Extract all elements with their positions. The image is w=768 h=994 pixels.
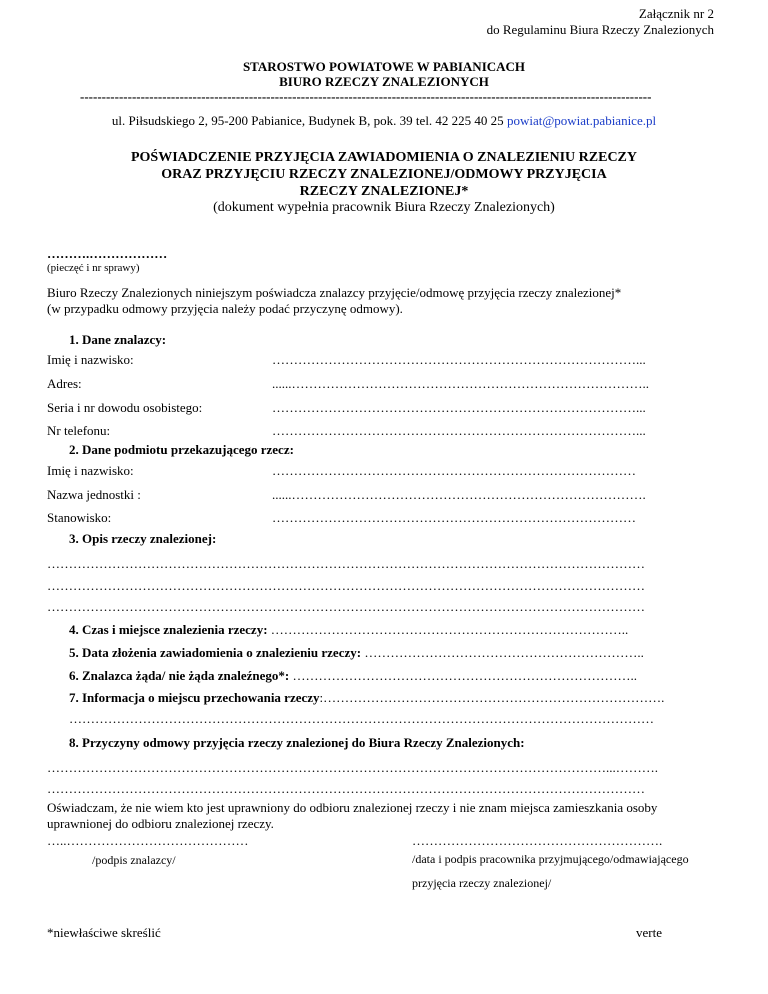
field-storage-info-line-2[interactable]: ………………………………………………………………………………………………………………………: [69, 711, 654, 726]
field-address[interactable]: ......………………………………………………………………………..: [272, 376, 649, 391]
employee-signature-label-line-1: /data i podpis pracownika przyjmującego/odmawiającego: [412, 852, 689, 866]
refusal-reason-line-2[interactable]: …………………………………………………………………………………………………………………………: [47, 781, 645, 796]
field-position[interactable]: …………………………………………………………………………: [272, 510, 636, 525]
field-label-entity-name: Nazwa jednostki :: [47, 487, 141, 502]
item-description-line-2[interactable]: …………………………………………………………………………………………………………………………: [47, 578, 645, 593]
org-name-line-1: STAROSTWO POWIATOWE W PABIANICACH: [242, 59, 526, 74]
field-entity-name[interactable]: ......……………………………………………………………………….: [272, 487, 646, 502]
declaration-line-2: uprawnionej do odbioru znalezionej rzeczy.: [47, 816, 274, 831]
employee-signature-field[interactable]: ………………………………………………….: [412, 833, 663, 848]
attachment-note: [487, 6, 714, 38]
attachment-line-2: do Regulaminu Biura Rzeczy Znalezionych: [486, 22, 714, 37]
stamp-dots: ……….………………: [47, 246, 168, 261]
item-description-line-1[interactable]: …………………………………………………………………………………………………………………………: [47, 556, 645, 571]
header-separator: ------------------------------------------------------------------------------------------------------------------------------------: [80, 89, 652, 104]
field-id-number[interactable]: …………………………………………………………………………...: [272, 400, 646, 415]
field-entity-person[interactable]: …………………………………………………………………………: [272, 463, 636, 478]
address-text: ul. Piłsudskiego 2, 95-200 Pabianice, Budynek B, pok. 39 tel. 42 225 40 25: [111, 113, 507, 128]
email-link[interactable]: powiat@powiat.pabianice.pl: [506, 113, 657, 128]
field-time-place[interactable]: ………………………………………………………………………..: [270, 622, 629, 637]
document-title-line-3: RZECZY ZNALEZIONEJ*: [299, 184, 469, 199]
section-4-row: [69, 622, 712, 638]
section-3-heading: 3. Opis rzeczy znalezionej:: [69, 531, 217, 546]
document-subtitle: (dokument wypełnia pracownik Biura Rzeczy Znalezionych): [213, 200, 555, 215]
document-title-line-1: POŚWIADCZENIE PRZYJĘCIA ZAWIADOMIENIA O ZNALEZIENIU RZECZY: [130, 150, 638, 165]
verte-label: verte: [636, 925, 662, 940]
field-label-finder-name: Imię i nazwisko:: [47, 352, 134, 367]
employee-signature-label-line-2: przyjęcia rzeczy znalezionej/: [412, 876, 552, 890]
org-name-line-2: BIURO RZECZY ZNALEZIONYCH: [279, 74, 489, 89]
field-label-phone: Nr telefonu:: [47, 423, 111, 438]
field-finders-fee[interactable]: ……………………………………………………………………..: [292, 668, 638, 683]
section-6-row: [69, 668, 712, 684]
intro-line-1: Biuro Rzeczy Znalezionych niniejszym poświadcza znalazcy przyjęcie/odmowę przyjęcia rzeczy znalezionej*: [47, 285, 622, 300]
document-title-line-2: ORAZ PRZYJĘCIU RZECZY ZNALEZIONEJ/ODMOWY PRZYJĘCIA: [161, 167, 607, 182]
field-label-entity-person: Imię i nazwisko:: [47, 463, 134, 478]
field-label-position: Stanowisko:: [47, 510, 112, 525]
section-2-heading: 2. Dane podmiotu przekazującego rzecz:: [69, 442, 294, 457]
intro-line-2: (w przypadku odmowy przyjęcia należy podać przyczynę odmowy).: [47, 301, 403, 316]
footnote: *niewłaściwe skreślić: [47, 925, 161, 940]
stamp-label: (pieczęć i nr sprawy): [47, 262, 140, 274]
section-4-label: 4. Czas i miejsce znalezienia rzeczy:: [69, 622, 271, 637]
attachment-line-1: Załącznik nr 2: [638, 6, 714, 21]
section-6-label: 6. Znalazca żąda/ nie żąda znaleźnego*:: [69, 668, 293, 683]
section-7-row: [69, 690, 712, 706]
field-label-id-number: Seria i nr dowodu osobistego:: [47, 400, 203, 415]
section-7-label: 7. Informacja o miejscu przechowania rzeczy: [69, 690, 320, 705]
section-5-label: 5. Data złożenia zawiadomienia o znalezieniu rzeczy:: [69, 645, 365, 660]
org-address: [0, 113, 768, 129]
finder-signature-field[interactable]: …..……………………………………: [47, 833, 249, 848]
section-8-heading: 8. Przyczyny odmowy przyjęcia rzeczy znalezionej do Biura Rzeczy Znalezionych:: [69, 735, 525, 750]
declaration-line-1: Oświadczam, że nie wiem kto jest uprawniony do odbioru znalezionej rzeczy i nie znam miejsca zamieszkania osoby: [47, 800, 658, 815]
finder-signature-label: /podpis znalazcy/: [92, 853, 176, 867]
field-finder-name[interactable]: …………………………………………………………………………...: [272, 352, 646, 367]
field-label-address: Adres:: [47, 376, 82, 391]
section-1-heading: 1. Dane znalazcy:: [69, 332, 167, 347]
field-phone[interactable]: …………………………………………………………………………...: [272, 423, 646, 438]
field-storage-info[interactable]: :…………………………………………………………………….: [319, 690, 665, 705]
section-5-row: [69, 645, 712, 661]
item-description-line-3[interactable]: …………………………………………………………………………………………………………………………: [47, 599, 645, 614]
refusal-reason-line-1[interactable]: …………………………………………………………………………………………………………………...……….: [47, 760, 658, 775]
field-notice-date[interactable]: ………………………………………………………..: [364, 645, 644, 660]
